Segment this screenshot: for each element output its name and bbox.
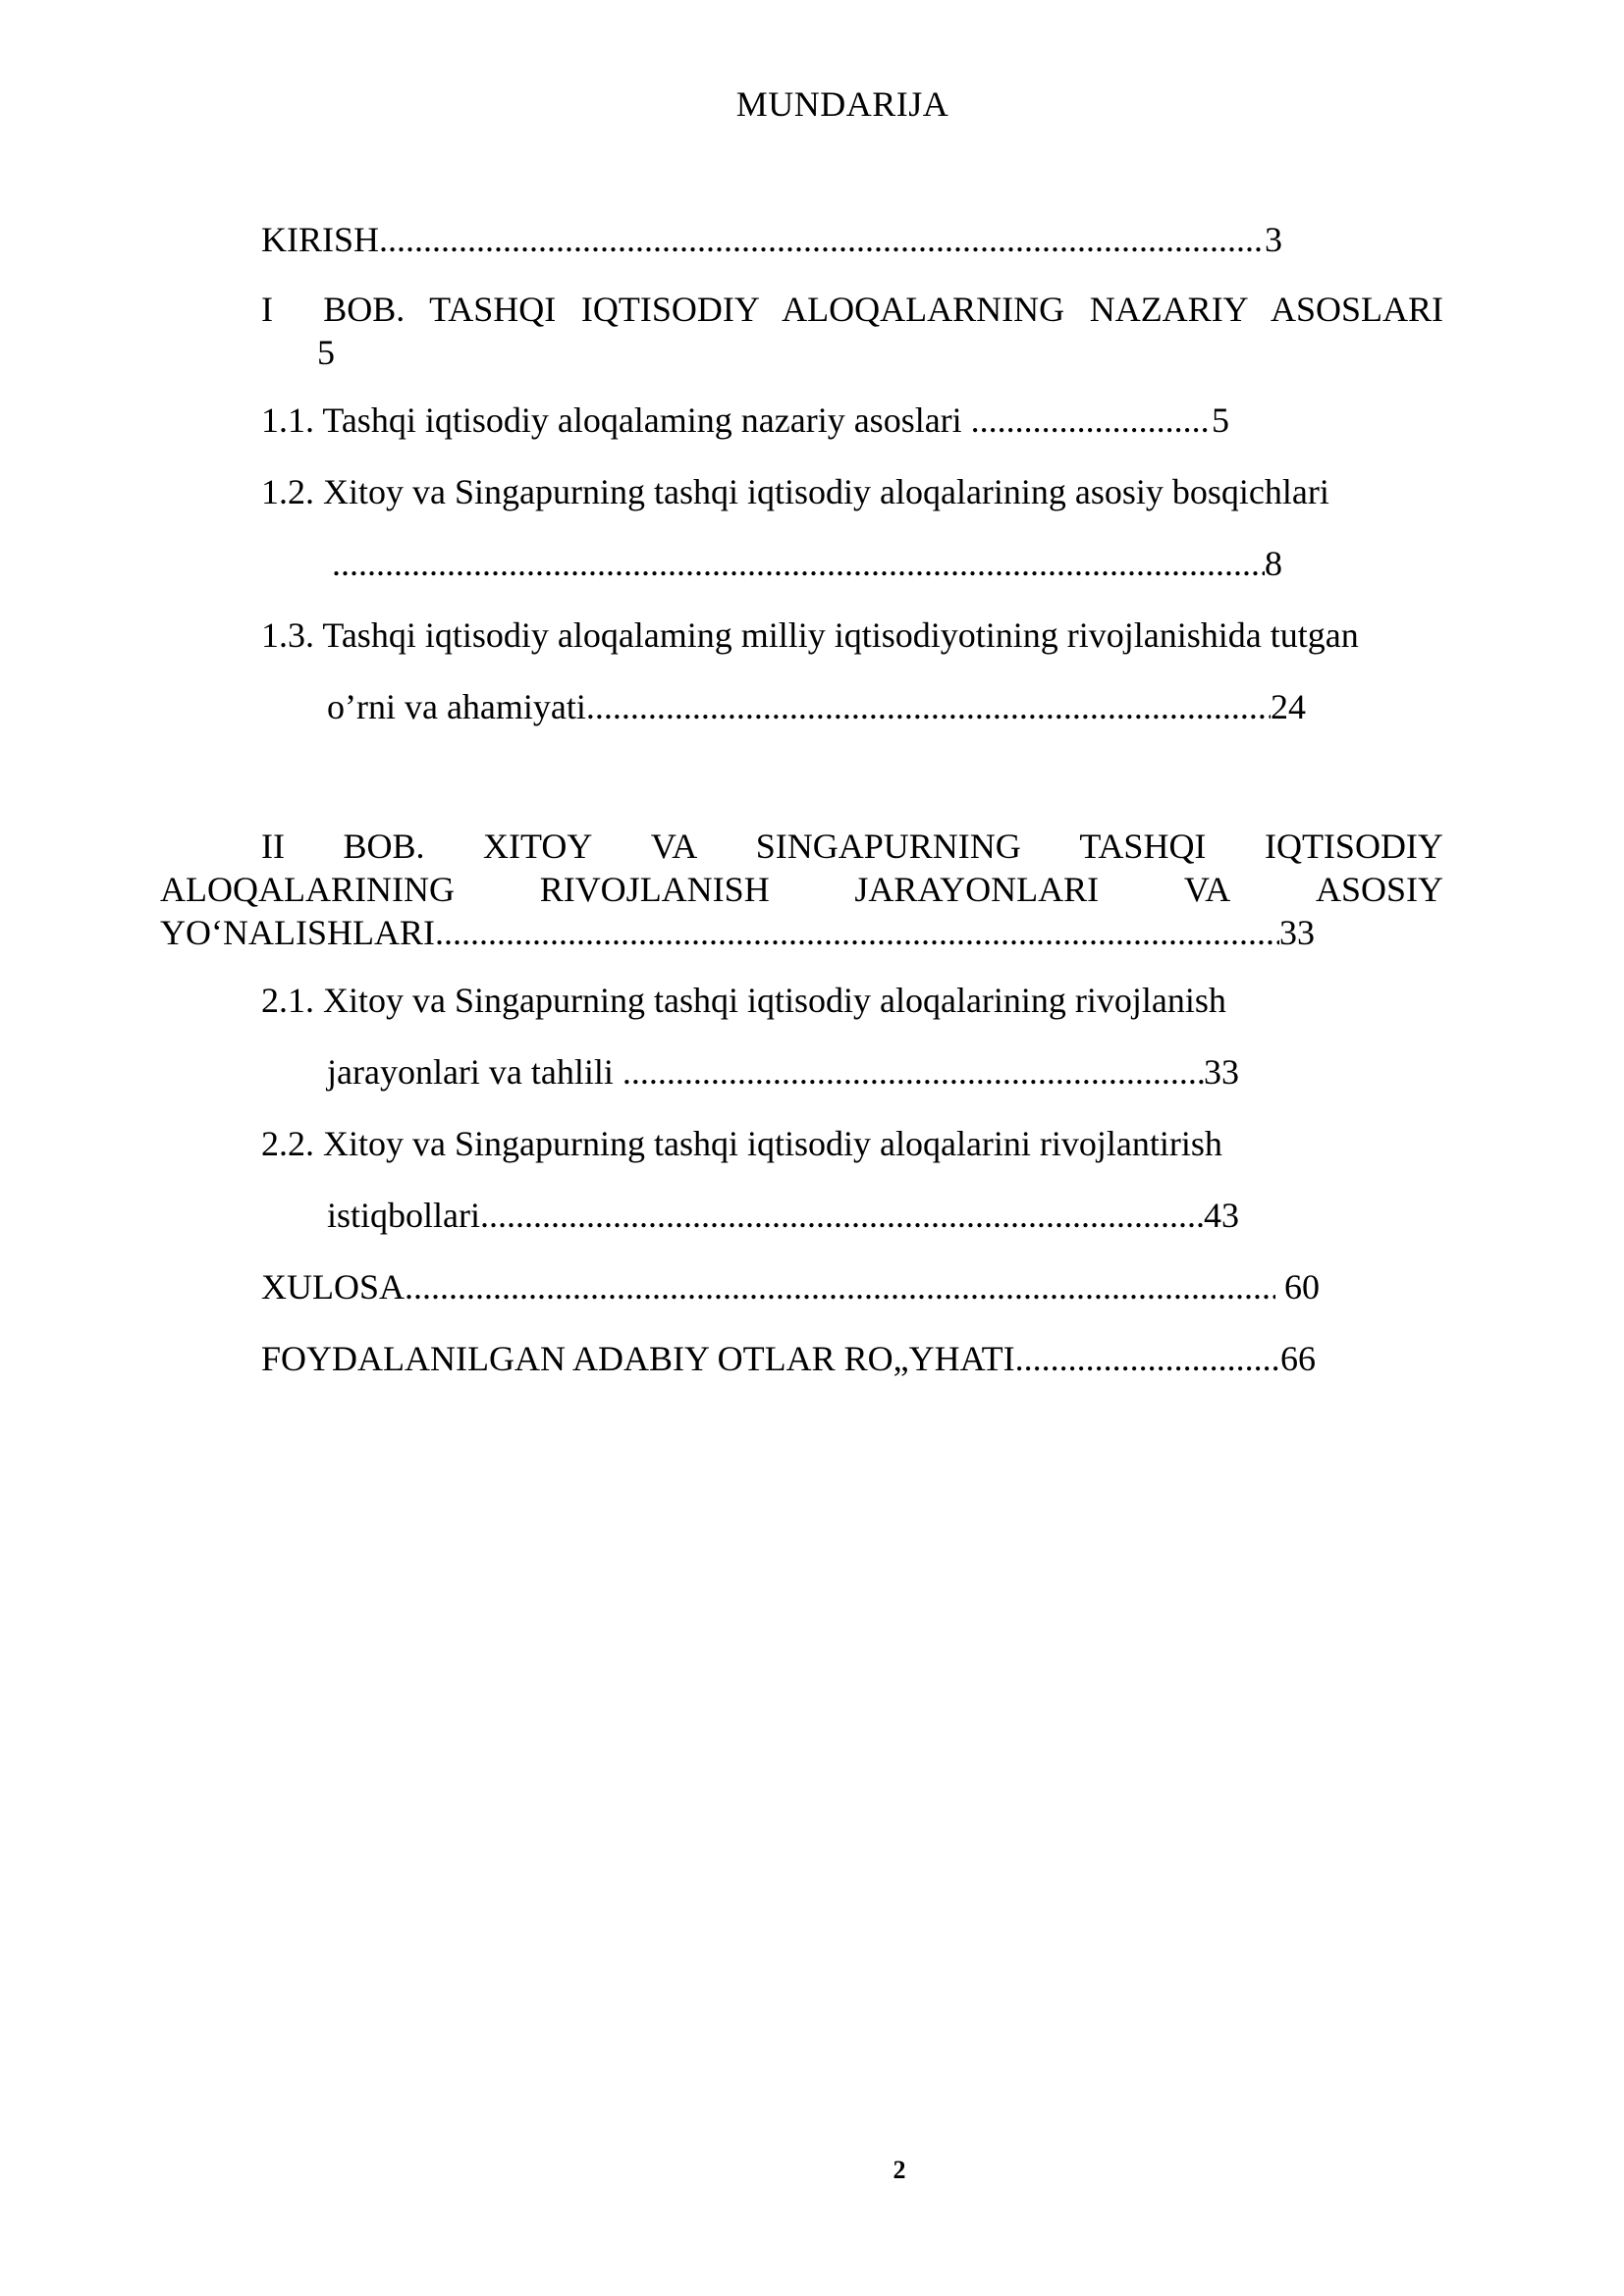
toc-entry-bob2-line3[interactable] xyxy=(160,915,1315,950)
toc-entry-label: KIRISH xyxy=(261,220,380,259)
toc-word: JARAYONLARI xyxy=(854,870,1100,909)
leader-dots xyxy=(971,402,1212,438)
toc-page-number: 33 xyxy=(1204,1052,1239,1092)
toc-entry-2-1[interactable] xyxy=(261,983,1226,1018)
toc-entry-bob1[interactable] xyxy=(261,292,1443,327)
toc-entry-2-2[interactable] xyxy=(261,1126,1222,1161)
page-number: 2 xyxy=(893,2156,906,2184)
toc-entry-bob2-line2[interactable] xyxy=(160,872,1443,907)
toc-page-number: 66 xyxy=(1280,1339,1316,1378)
toc-entry-2-2-continuation[interactable] xyxy=(327,1198,1239,1233)
toc-word: ALOQALARINING xyxy=(160,870,455,909)
leader-dots xyxy=(480,1198,1204,1233)
toc-entry-label: istiqbollari xyxy=(327,1196,480,1235)
toc-page-number: 5 xyxy=(317,333,335,372)
toc-word: SINGAPURNING xyxy=(755,827,1021,866)
leader-dots xyxy=(435,915,1279,950)
toc-entry-adabiyot[interactable] xyxy=(261,1341,1316,1376)
leader-dots xyxy=(332,546,1265,581)
page-title: MUNDARIJA xyxy=(735,84,949,124)
toc-page-number: 3 xyxy=(1265,220,1282,259)
toc-entry-1-2[interactable] xyxy=(261,474,1329,509)
toc-word: RIVOJLANISH xyxy=(539,870,770,909)
leader-dots xyxy=(586,689,1271,724)
toc-word: VA xyxy=(1183,870,1231,909)
toc-entry-label: XULOSA xyxy=(261,1267,406,1307)
toc-entry-1-1[interactable] xyxy=(261,402,1229,438)
leader-dots xyxy=(379,222,1265,257)
toc-entry-label: 1.3. Tashqi iqtisodiy aloqalaming milliy iqtisodiyotining rivojlanishida tutgan xyxy=(261,615,1359,655)
toc-page-number: 8 xyxy=(1265,544,1282,583)
toc-entry-label: FOYDALANILGAN ADABIY OTLAR RO„YHATI xyxy=(261,1339,1015,1378)
toc-entry-kirish[interactable] xyxy=(261,222,1282,257)
toc-word: XITOY xyxy=(483,827,593,866)
toc-page-number: 43 xyxy=(1204,1196,1239,1235)
toc-word: VA xyxy=(650,827,698,866)
leader-dots xyxy=(1015,1341,1280,1376)
toc-word: ASOSIY xyxy=(1315,870,1443,909)
toc-entry-1-3-continuation[interactable] xyxy=(327,689,1306,724)
toc-word: IQTISODIY xyxy=(1264,827,1443,866)
toc-page-number: 24 xyxy=(1271,687,1306,726)
toc-entry-label: 2.2. Xitoy va Singapurning tashqi iqtisodiy aloqalarini rivojlantirish xyxy=(261,1124,1222,1163)
toc-page-number: 33 xyxy=(1279,913,1315,952)
toc-entry-1-2-continuation[interactable] xyxy=(332,546,1282,581)
toc-entry-label: jarayonlari va tahlili xyxy=(327,1052,623,1092)
toc-entry-label: I BOB. TASHQI IQTISODIY ALOQALARNING NAZARIY ASOSLARI xyxy=(261,290,1443,329)
toc-page-number: 5 xyxy=(1212,400,1229,440)
toc-entry-label: 1.1. Tashqi iqtisodiy aloqalaming nazariy asoslari xyxy=(261,400,971,440)
toc-entry-bob2-line1[interactable] xyxy=(261,828,1443,864)
toc-entry-label: 1.2. Xitoy va Singapurning tashqi iqtisodiy aloqalarining asosiy bosqichlari xyxy=(261,472,1329,511)
toc-word: TASHQI xyxy=(1079,827,1207,866)
leader-dots xyxy=(405,1269,1275,1305)
toc-word: BOB. xyxy=(343,827,425,866)
toc-entry-label: 2.1. Xitoy va Singapurning tashqi iqtisodiy aloqalarining rivojlanish xyxy=(261,981,1226,1020)
toc-entry-xulosa[interactable] xyxy=(261,1269,1320,1305)
toc-page-number: 60 xyxy=(1275,1267,1320,1307)
leader-dots xyxy=(623,1054,1204,1090)
toc-word: II xyxy=(261,827,285,866)
toc-entry-2-1-continuation[interactable] xyxy=(327,1054,1239,1090)
toc-entry-label: YO‘NALISHLARI xyxy=(160,913,435,952)
toc-entry-1-3[interactable] xyxy=(261,617,1359,653)
toc-entry-label: o’rni va ahamiyati xyxy=(327,687,586,726)
